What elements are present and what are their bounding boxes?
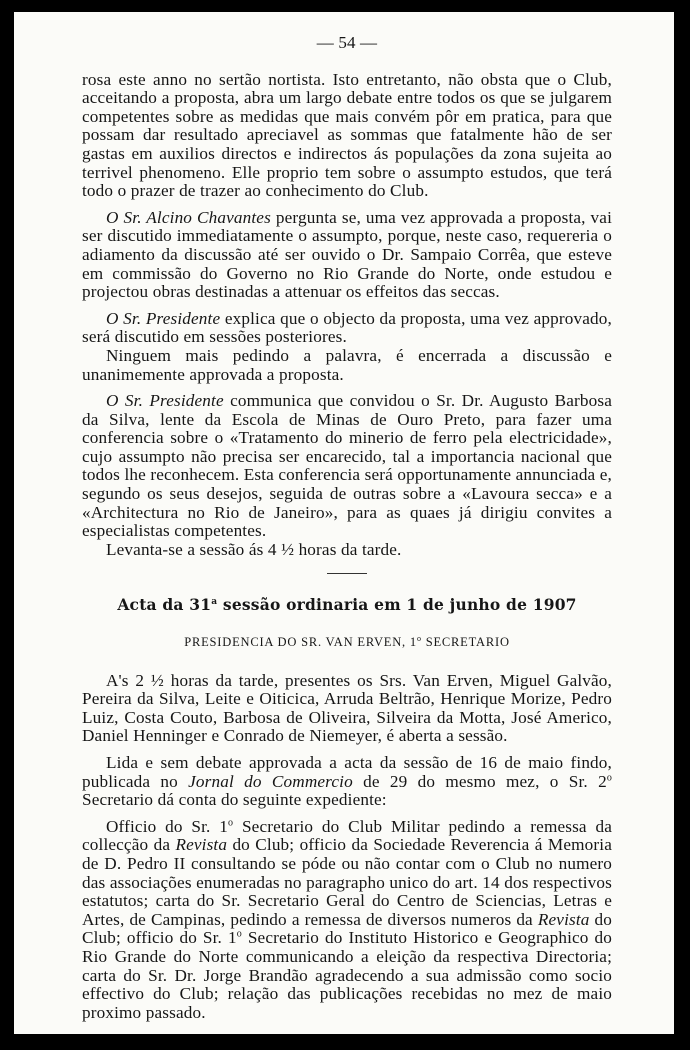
p9-sup2: o [236, 928, 242, 940]
session-title [82, 596, 612, 615]
paragraph-3 [82, 310, 612, 347]
paragraph-7: A's 2 ½ horas da tarde, presentes os Srs. Van Erven, Miguel Galvão, Pereira da Silva, Leite e Oiticica, Arruda Beltrão, Henrique Morize, Pedro Luiz, Costa Couto, Barbosa de Oliveira, Silveira da Motta, José Americo, Daniel Henninger e Conrado de Niemeyer, é aberta a sessão. [82, 670, 612, 746]
p9-c: do Club; officio da Sociedade Reverencia á Memoria de D. Pedro II consultando se póde ou não contar com o Club no numero das associações enumeradas no paragrapho unico do art. 14 dos respectivos estatutos; carta do Sr. Secretario Geral do Centro de Sciencias, Letras e Artes, de Campinas, pedindo a remessa de diversos numeros da [82, 835, 612, 929]
paragraph-3-text: explica que o objecto da proposta, uma vez approvado, será discutido em sessões posteriores. [82, 308, 612, 347]
p8-c: Secretario dá conta do seguinte expediente: [82, 790, 387, 810]
presidency-b: SECRETARIO [421, 635, 510, 650]
revista-2: Revista [537, 909, 590, 929]
p9-b: Secretario do Club Militar pedindo a remessa da collecção da [82, 816, 613, 855]
page-number: — 54 — [316, 33, 378, 52]
session-title-a: Acta da 31 [117, 595, 212, 615]
section-divider [327, 573, 367, 574]
session-title-b: sessão ordinaria em 1 de junho de 1907 [217, 595, 577, 615]
paragraph-2 [82, 209, 612, 302]
session-title-sup: a [211, 597, 218, 608]
presidency-line [82, 633, 612, 652]
speaker-alcino-chavantes: O Sr. Alcino Chavantes [106, 207, 271, 227]
presidency-sup: o [416, 633, 422, 643]
paragraph-5 [82, 392, 612, 541]
paragraph-4: Ninguem mais pedindo a palavra, é encerrada a discussão e unanimemente approvada a proposta. [82, 345, 612, 384]
paragraph-8 [82, 754, 612, 810]
paragraph-6: Levanta-se a sessão ás 4 ½ horas da tarde. [106, 539, 402, 559]
speaker-presidente-2: O Sr. Presidente [106, 391, 224, 411]
paragraph-1: rosa este anno no sertão nortista. Isto entretanto, não obsta que o Club, acceitando a proposta, abra um largo debate entre todos os que se julgarem competentes sobre as medidas que mais convém pôr em pratica, para que possam dar resultado apreciavel as sommas que fatalmente hão de ser gastas em auxilios directos e indirectos ás populações da zona sujeita ao terrivel phenomeno. Elle proprio tem sobre o assumpto estudos, que terá todo o prazer de trazer ao conhecimento do Club. [82, 69, 612, 201]
journal-name: Jornal do Commercio [188, 771, 353, 791]
p9-d: do Club; officio do Sr. 1 [82, 909, 613, 948]
revista-1: Revista [175, 835, 228, 855]
paragraph-5-text: communica que convidou o Sr. Dr. Augusto Barbosa da Silva, lente da Escola de Minas de Ouro Preto, para fazer uma conferencia sobre o «Tratamento do minerio de ferro pela electricidade», cujo assumpto não precisa ser encarecido, tal a importancia nacional que todos lhe reconhecem. Esta conferencia será opportunamente annunciada e, segundo os seus desejos, seguida de outras sobre a «Lavoura secca» e a «Architectura no Rio de Janeiro», para as quaes já dirigiu convites a especialistas competentes. [82, 391, 613, 541]
p9-e: Secretario do Instituto Historico e Geographico do Rio Grande do Norte communicando a eleição da respectiva Directoria; carta do Sr. Dr. Jorge Brandão agradecendo a sua admissão como socio effectivo do Club; relação das publicações recebidas no mez de maio proximo passado. [82, 928, 612, 1022]
p8-sup: o [606, 771, 612, 783]
paragraph-9 [82, 818, 612, 1023]
presidency-a: PRESIDENCIA DO SR. VAN ERVEN, 1 [184, 635, 417, 650]
p9-sup1: o [228, 817, 234, 829]
paragraph-2-text: pergunta se, uma vez approvada a proposta, vai ser discutido immediatamente o assumpto, porque, neste caso, requereria o adiamento da discussão até ser ouvido o Dr. Sampaio Corrêa, que esteve em commissão do Governo no Rio Grande do Norte, onde estudou e projectou obras destinadas a attenuar os effeitos das seccas. [82, 207, 612, 302]
speaker-presidente: O Sr. Presidente [106, 308, 221, 328]
page [14, 12, 674, 1034]
p9-a: Officio do Sr. 1 [106, 816, 229, 836]
page-content [82, 34, 612, 1022]
p8-a: Lida e sem debate approvada a acta da sessão de 16 de maio findo, publicada no [82, 753, 612, 791]
p8-b: de 29 do mesmo mez, o Sr. 2 [352, 771, 607, 791]
